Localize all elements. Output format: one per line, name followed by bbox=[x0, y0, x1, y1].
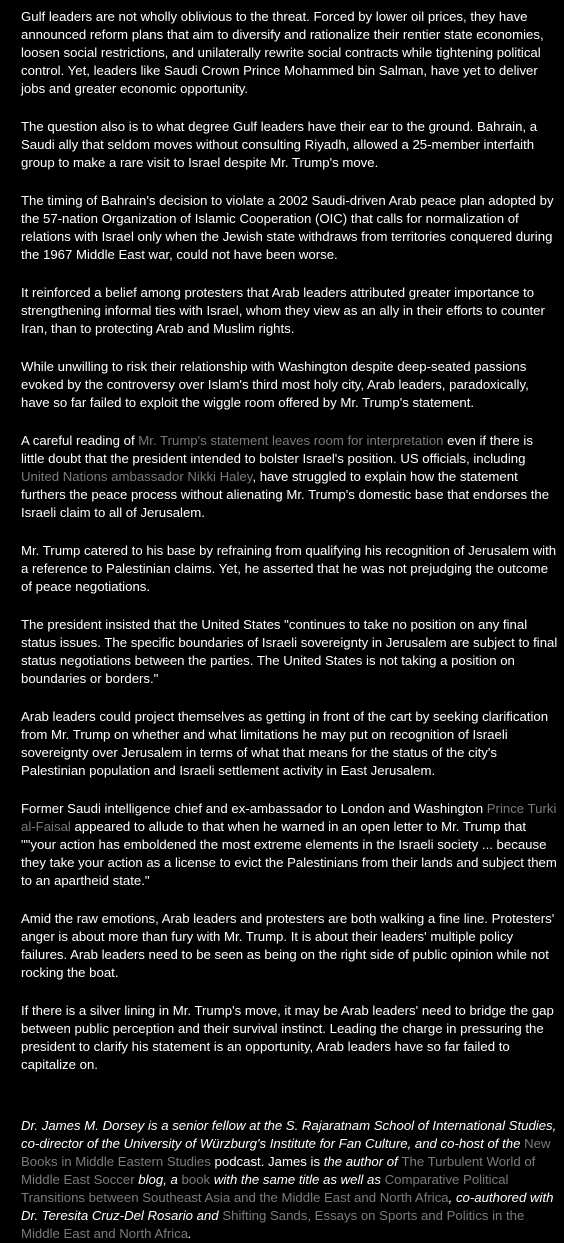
turbulent-world-blog-link[interactable]: The Turbulent World of Middle East Soccer bbox=[21, 1154, 536, 1187]
bio-text-6: , co-authored with Dr. Teresita Cruz-Del Rosario and bbox=[21, 1190, 554, 1223]
paragraph-3: The timing of Bahrain's decision to violate a 2002 Saudi-driven Arab peace plan adopted by the 57-nation Organization of Islamic Cooperation (OIC) that calls for normalization of relations with Israel only when the Jewish state withdraws from territories conquered during the 1967 Middle East war, could not have been worse. bbox=[21, 193, 554, 262]
trump-statement-link[interactable]: Mr. Trump's statement leaves room for interpretation bbox=[138, 433, 444, 448]
bio-text-2: podcast. James is bbox=[210, 1154, 324, 1169]
shifting-sands-link[interactable]: Shifting Sands, Essays on Sports and Politics in the Middle East and North Africa bbox=[21, 1208, 525, 1241]
paragraph-6-text-1: A careful reading of bbox=[21, 433, 139, 448]
paragraph-8: The president insisted that the United States "continues to take no position on any final status issues. The specific boundaries of Israeli sovereignty in Jerusalem are subject to final status negotiations between the parties. The United States is not taking a position on boundaries or borders." bbox=[21, 617, 558, 686]
paragraph-4: It reinforced a belief among protesters that Arab leaders attributed greater importance to strengthening informal ties with Israel, whom they view as an ally in their efforts to counter Iran, than to protecting Arab and Muslim rights. bbox=[21, 285, 545, 336]
paragraph-12: If there is a silver lining in Mr. Trump's move, it may be Arab leaders' need to bridge the gap between public perception and their survival instinct. Leading the charge in pressuring the president to clarify his statement is an opportunity, Arab leaders have so far failed to capitalize on. bbox=[21, 1003, 554, 1072]
paragraph-10 bbox=[21, 800, 558, 890]
paragraph-1: Gulf leaders are not wholly oblivious to the threat. Forced by lower oil prices, they have announced reform plans that aim to diversify and rationalize their rentier state economies, loosen social restrictions, and unilaterally rewrite social contracts while tightening political control. Yet, leaders like Saudi Crown Prince Mohammed bin Salman, have yet to deliver jobs and greater economic opportunity. bbox=[21, 9, 544, 96]
bio-text-4: blog, a bbox=[134, 1172, 182, 1187]
book-link[interactable]: book bbox=[181, 1172, 211, 1187]
paragraph-11: Amid the raw emotions, Arab leaders and protesters are both walking a fine line. Protesters' anger is about more than fury with Mr. Trump. It is about their leaders' multiple policy failures. Arab leaders need to be seen as being on the right side of public opinion while not rocking the boat. bbox=[21, 911, 555, 980]
bio-text-7: . bbox=[188, 1226, 192, 1241]
prince-turki-link[interactable]: Prince Turki al-Faisal bbox=[21, 801, 557, 834]
paragraph-7: Mr. Trump catered to his base by refraining from qualifying his recognition of Jerusalem with a reference to Palestinian claims. Yet, he asserted that he was not prejudging the outcome of peace negotiations. bbox=[21, 543, 557, 594]
paragraph-6-text-2: even if there is little doubt that the president intended to bolster Israel's position. US officials, including bbox=[21, 433, 533, 466]
bio-text-3: the author of bbox=[323, 1154, 402, 1169]
bio-text-1: Dr. James M. Dorsey is a senior fellow at the S. Rajaratnam School of International Studies, co-director of the University of Würzburg's Institute for Fan Culture, and co-host of the bbox=[21, 1118, 557, 1151]
paragraph-9: Arab leaders could project themselves as getting in front of the cart by seeking clarification from Mr. Trump on whether and what limitations he may put on recognition of Israeli sovereignty over Jerusalem in terms of what that means for the status of the city's Palestinian population and Israeli settlement activity in East Jerusalem. bbox=[21, 709, 549, 778]
comparative-political-transitions-link[interactable]: Comparative Political Transitions between Southeast Asia and the Middle East and North Africa bbox=[21, 1172, 509, 1205]
paragraph-5: While unwilling to risk their relationship with Washington despite deep-seated passions evoked by the controversy over Islam's third most holy city, Arab leaders, paradoxically, have so far failed to exploit the wiggle room offered by Mr. Trump's statement. bbox=[21, 359, 529, 410]
paragraph-10-text-1: Former Saudi intelligence chief and ex-ambassador to London and Washington bbox=[21, 801, 487, 816]
paragraph-6-text-3: , have struggled to explain how the statement furthers the peace process without alienating Mr. Trump's domestic base that endorses the Israeli claim to all of Jerusalem. bbox=[21, 469, 550, 520]
nikki-haley-link[interactable]: United Nations ambassador Nikki Haley bbox=[21, 469, 253, 484]
paragraph-6 bbox=[21, 432, 558, 522]
author-bio bbox=[21, 1117, 558, 1243]
paragraph-2: The question also is to what degree Gulf leaders have their ear to the ground. Bahrain, a Saudi ally that seldom moves without consulting Riyadh, allowed a 25-member interfaith group to make a rare visit to Israel despite Mr. Trump's move. bbox=[21, 119, 538, 170]
new-books-podcast-link[interactable]: New Books in Middle Eastern Studies bbox=[21, 1136, 551, 1169]
paragraph-10-text-2: appeared to allude to that when he warned in an open letter to Mr. Trump that ""your action has emboldened the most extreme elements in the Israeli society ... because they take your action as a license to evict the Palestinians from their lands and subject them to an apartheid state." bbox=[21, 819, 557, 888]
bio-spacer bbox=[21, 1094, 558, 1117]
bio-text-5: with the same title as well as bbox=[210, 1172, 385, 1187]
